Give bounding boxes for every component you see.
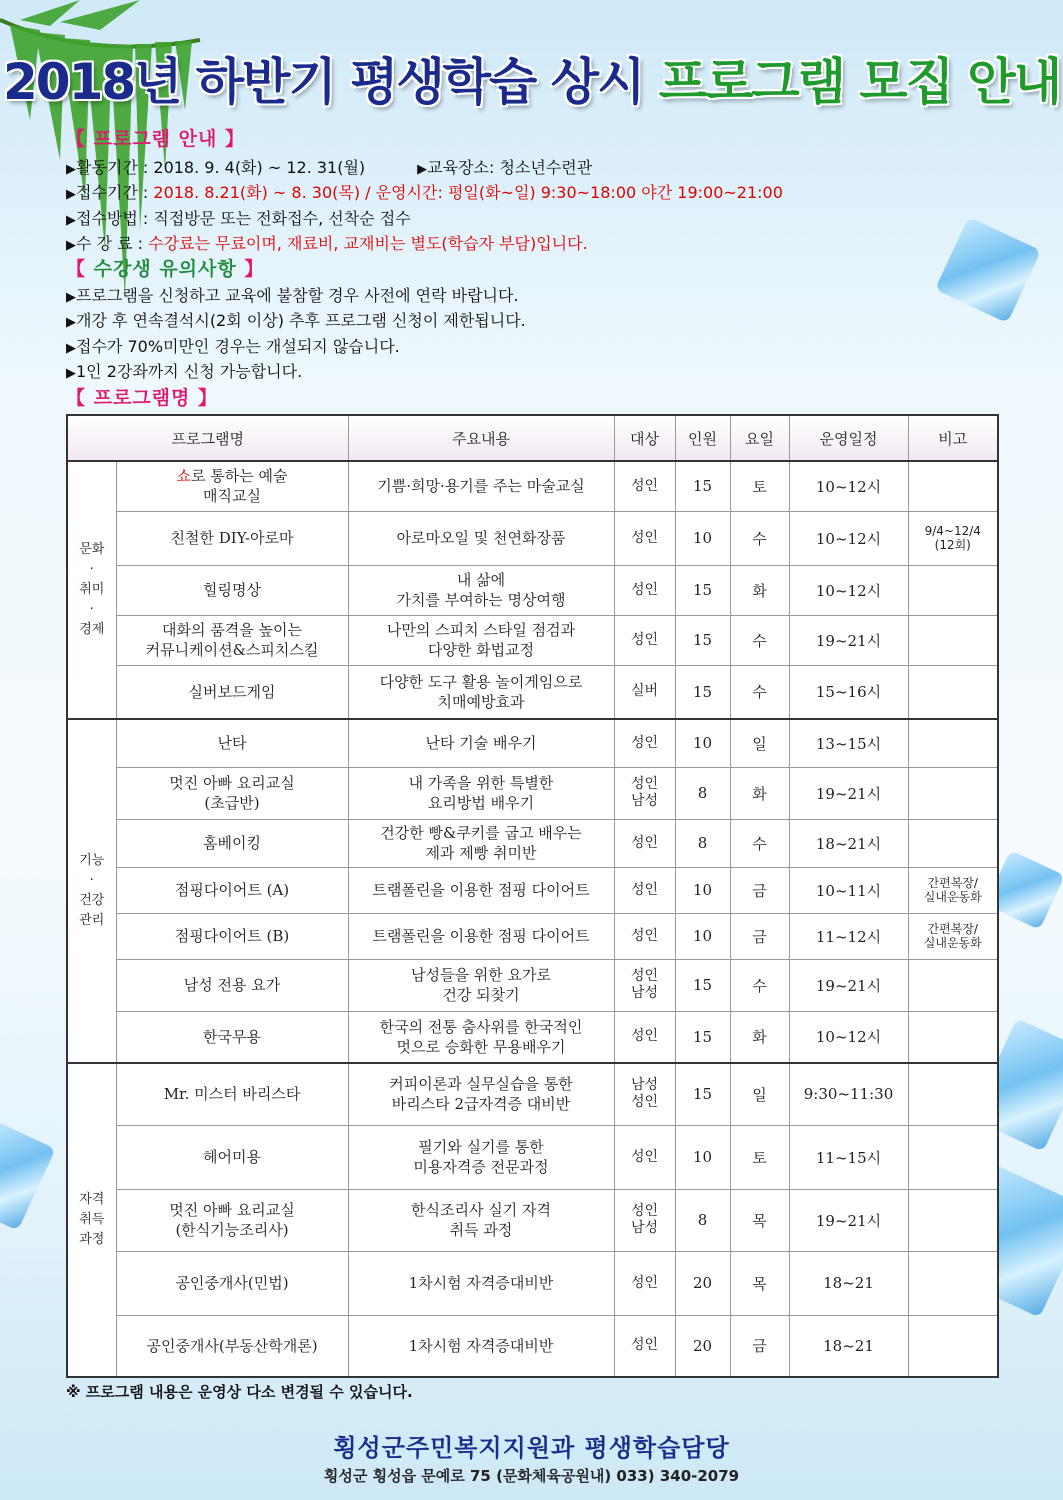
column-header: 비고 — [908, 415, 998, 461]
remarks-cell — [908, 959, 998, 1011]
program-name-cell — [116, 913, 348, 959]
schedule-cell: 15~16시 — [789, 665, 908, 719]
weekday-cell: 수 — [730, 615, 789, 665]
program-name: 로 통하는 예술 매직교실 — [191, 467, 288, 506]
remarks-cell — [908, 665, 998, 719]
headcount-cell: 8 — [675, 1189, 730, 1251]
info-row-fee: ▶수 강 료 : 수강료는 무료이며, 재료비, 교재비는 별도(학습자 부담)입니다. — [66, 233, 588, 253]
target-cell: 성인 — [614, 1125, 675, 1189]
table-row — [67, 1251, 998, 1315]
column-header: 주요내용 — [348, 415, 614, 461]
remarks-cell — [908, 1189, 998, 1251]
program-content-cell: 트램폴린을 이용한 점핑 다이어트 — [348, 913, 614, 959]
headcount-cell: 15 — [675, 1011, 730, 1063]
program-name-cell — [116, 1125, 348, 1189]
weekday-cell: 금 — [730, 867, 789, 913]
schedule-cell: 18~21시 — [789, 819, 908, 867]
table-row — [67, 819, 998, 867]
column-header: 프로그램명 — [67, 415, 348, 461]
program-name: 공인중개사(부동산학개론) — [146, 1336, 318, 1355]
weekday-cell: 토 — [730, 461, 789, 511]
schedule-cell: 18~21 — [789, 1315, 908, 1377]
triangle-right-icon: ▶ — [66, 365, 76, 381]
schedule-cell: 10~11시 — [789, 867, 908, 913]
table-row — [67, 665, 998, 719]
triangle-right-icon: ▶ — [66, 315, 76, 331]
triangle-right-icon: ▶ — [66, 187, 76, 203]
weekday-cell: 토 — [730, 1125, 789, 1189]
headcount-cell: 15 — [675, 1063, 730, 1125]
notice-item: ▶1인 2강좌까지 신청 가능합니다. — [66, 361, 303, 381]
remarks-cell — [908, 461, 998, 511]
remarks-cell — [908, 615, 998, 665]
remarks-cell — [908, 1251, 998, 1315]
headcount-cell: 15 — [675, 461, 730, 511]
section-heading-programs: 【 프로그램명 】 — [66, 387, 219, 409]
target-cell: 성인 — [614, 461, 675, 511]
program-content-cell: 1차시험 자격증대비반 — [348, 1315, 614, 1377]
remarks-cell — [908, 565, 998, 615]
headcount-cell: 20 — [675, 1251, 730, 1315]
column-header: 요일 — [730, 415, 789, 461]
headcount-cell: 10 — [675, 719, 730, 767]
program-name-cell — [116, 665, 348, 719]
target-cell: 성인 남성 — [614, 767, 675, 819]
program-name: 남성 전용 요가 — [183, 976, 281, 994]
table-row — [67, 1011, 998, 1063]
headcount-cell: 8 — [675, 767, 730, 819]
remarks-cell — [908, 719, 998, 767]
remarks-cell — [908, 1063, 998, 1125]
remarks-cell — [908, 819, 998, 867]
triangle-right-icon: ▶ — [66, 290, 76, 305]
headcount-cell: 10 — [675, 867, 730, 913]
table-row — [67, 1189, 998, 1251]
program-table — [66, 414, 999, 1378]
remarks-cell: 간편복장/ 실내운동화 — [908, 913, 998, 959]
program-content-cell: 내 삶에 가치를 부여하는 명상여행 — [348, 565, 614, 615]
headcount-cell: 10 — [675, 1125, 730, 1189]
program-name: Mr. 미스터 바리스타 — [163, 1085, 301, 1104]
category-cell: 자격 취득 과정 — [67, 1063, 116, 1377]
ice-cube-decoration — [0, 1119, 56, 1230]
schedule-cell: 9:30~11:30 — [789, 1063, 908, 1125]
program-content-cell: 트램폴린을 이용한 점핑 다이어트 — [348, 867, 614, 913]
schedule-cell: 10~12시 — [789, 565, 908, 615]
schedule-cell: 18~21 — [789, 1251, 908, 1315]
weekday-cell: 화 — [730, 767, 789, 819]
weekday-cell: 금 — [730, 913, 789, 959]
weekday-cell: 화 — [730, 565, 789, 615]
headcount-cell: 8 — [675, 819, 730, 867]
remarks-cell — [908, 767, 998, 819]
program-name: 실버보드게임 — [188, 682, 276, 701]
schedule-cell: 10~12시 — [789, 1011, 908, 1063]
schedule-cell: 19~21시 — [789, 615, 908, 665]
program-name-cell — [116, 819, 348, 867]
program-content-cell: 기쁨·희망·용기를 주는 마술교실 — [348, 461, 614, 511]
category-cell: 문화 · 취미 · 경제 — [67, 461, 116, 719]
program-name-cell — [116, 1189, 348, 1251]
schedule-cell: 10~12시 — [789, 461, 908, 511]
target-cell: 성인 — [614, 1251, 675, 1315]
program-name-cell — [116, 867, 348, 913]
triangle-right-icon: ▶ — [66, 212, 76, 228]
column-header: 운영일정 — [789, 415, 908, 461]
headcount-cell: 15 — [675, 615, 730, 665]
program-name: 멋진 아빠 요리교실 (초급반) — [169, 774, 295, 812]
organization-name: 횡성군주민복지지원과 평생학습담당 — [333, 1434, 730, 1462]
program-name: 난타 — [217, 734, 247, 753]
program-name: 헤어미용 — [203, 1148, 261, 1166]
page-title — [0, 42, 1063, 114]
program-name: 공인중개사(민법) — [175, 1274, 289, 1292]
program-content-cell: 다양한 도구 활용 놀이게임으로 치매예방효과 — [348, 665, 614, 719]
headcount-cell: 15 — [675, 665, 730, 719]
section-heading-program-info: 【 프로그램 안내 】 — [66, 128, 245, 150]
target-cell: 성인 — [614, 1315, 675, 1377]
remarks-cell — [908, 1125, 998, 1189]
info-row-period: ▶활동기간 : 2018. 9. 4(화) ~ 12. 31(월) ▶교육장소: 청소년수련관 — [66, 158, 593, 177]
weekday-cell: 수 — [730, 511, 789, 565]
program-content-cell: 나만의 스피치 스타일 점검과 다양한 화법교정 — [348, 615, 614, 665]
program-name: 점핑다이어트 (B) — [174, 927, 290, 945]
table-row — [67, 767, 998, 819]
table-header-row — [67, 415, 998, 461]
program-name: 멋진 아빠 요리교실 (한식기능조리사) — [169, 1201, 295, 1239]
remarks-cell: 9/4~12/4 (12회) — [908, 511, 998, 565]
weekday-cell: 목 — [730, 1189, 789, 1251]
table-row — [67, 461, 998, 511]
schedule-cell: 13~15시 — [789, 719, 908, 767]
program-name: 대화의 품격을 높이는 커뮤니케이션&스피치스킬 — [145, 621, 319, 659]
title-part2: 프로그램 모집 안내 — [658, 53, 1060, 111]
program-name-cell — [116, 959, 348, 1011]
schedule-cell: 19~21시 — [789, 767, 908, 819]
footnote: ※ 프로그램 내용은 운영상 다소 변경될 수 있습니다. — [66, 1383, 413, 1401]
table-row — [67, 1315, 998, 1377]
program-content-cell: 아로마오일 및 천연화장품 — [348, 511, 614, 565]
info-row-registration: ▶접수기간 : 2018. 8.21(화) ~ 8. 30(목) / 운영시간: 평일(화~일) 9:30~18:00 야간 19:00~21:00 — [66, 183, 783, 203]
weekday-cell: 수 — [730, 819, 789, 867]
table-row — [67, 1125, 998, 1189]
program-name-prefix: 쇼 — [176, 467, 192, 486]
headcount-cell: 10 — [675, 511, 730, 565]
table-row — [67, 959, 998, 1011]
program-name-cell — [116, 767, 348, 819]
schedule-cell: 19~21시 — [789, 1189, 908, 1251]
program-name-cell — [116, 511, 348, 565]
table-row — [67, 615, 998, 665]
column-header: 인원 — [675, 415, 730, 461]
program-content-cell: 건강한 빵&쿠키를 굽고 배우는 제과 제빵 취미반 — [348, 819, 614, 867]
table-row — [67, 565, 998, 615]
program-name: 힐링명상 — [203, 581, 261, 599]
weekday-cell: 수 — [730, 959, 789, 1011]
target-cell: 성인 — [614, 913, 675, 959]
weekday-cell: 금 — [730, 1315, 789, 1377]
target-cell: 성인 남성 — [614, 1189, 675, 1251]
program-info-list — [66, 156, 783, 257]
column-header: 대상 — [614, 415, 675, 461]
notice-item: ▶프로그램을 신청하고 교육에 불참할 경우 사전에 연락 바랍니다. — [66, 286, 519, 305]
table-row — [67, 719, 998, 767]
program-name-cell — [116, 719, 348, 767]
target-cell: 성인 — [614, 511, 675, 565]
headcount-cell: 20 — [675, 1315, 730, 1377]
target-cell: 성인 — [614, 615, 675, 665]
program-name: 한국무용 — [203, 1027, 261, 1046]
ice-cube-decoration — [935, 217, 1041, 323]
headcount-cell: 15 — [675, 959, 730, 1011]
section-heading-notices: 【 수강생 유의사항 】 — [66, 258, 265, 280]
remarks-cell: 간편복장/ 실내운동화 — [908, 867, 998, 913]
weekday-cell: 목 — [730, 1251, 789, 1315]
schedule-cell: 11~15시 — [789, 1125, 908, 1189]
program-name: 친철한 DIY-아로마 — [170, 529, 294, 547]
weekday-cell: 일 — [730, 719, 789, 767]
triangle-right-icon: ▶ — [417, 162, 428, 177]
target-cell: 성인 — [614, 565, 675, 615]
program-name-cell — [116, 1251, 348, 1315]
triangle-right-icon: ▶ — [66, 162, 76, 177]
schedule-cell: 10~12시 — [789, 511, 908, 565]
target-cell: 남성 성인 — [614, 1063, 675, 1125]
info-row-method: ▶접수방법 : 직접방문 또는 전화접수, 선착순 접수 — [66, 208, 411, 228]
notice-item: ▶개강 후 연속결석시(2회 이상) 추후 프로그램 신청이 제한됩니다. — [66, 311, 526, 331]
category-cell: 기능 · 건강 관리 — [67, 719, 116, 1063]
program-content-cell: 커피이론과 실무실습을 통한 바리스타 2급자격증 대비반 — [348, 1063, 614, 1125]
weekday-cell: 일 — [730, 1063, 789, 1125]
program-content-cell: 필기와 실기를 통한 미용자격증 전문과정 — [348, 1125, 614, 1189]
table-row — [67, 1063, 998, 1125]
remarks-cell — [908, 1315, 998, 1377]
triangle-right-icon: ▶ — [66, 340, 76, 356]
target-cell: 성인 남성 — [614, 959, 675, 1011]
table-row — [67, 867, 998, 913]
target-cell: 실버 — [614, 665, 675, 719]
target-cell: 성인 — [614, 1011, 675, 1063]
schedule-cell: 11~12시 — [789, 913, 908, 959]
program-content-cell: 내 가족을 위한 특별한 요리방법 배우기 — [348, 767, 614, 819]
table-row — [67, 913, 998, 959]
program-content-cell: 난타 기술 배우기 — [348, 719, 614, 767]
notice-item: ▶접수가 70%미만인 경우는 개설되지 않습니다. — [66, 336, 400, 356]
program-name: 점핑다이어트 (A) — [174, 881, 290, 899]
table-row — [67, 511, 998, 565]
remarks-cell — [908, 1011, 998, 1063]
weekday-cell: 화 — [730, 1011, 789, 1063]
program-name-cell — [116, 461, 348, 511]
headcount-cell: 15 — [675, 565, 730, 615]
program-name: 홈베이킹 — [203, 834, 261, 852]
program-content-cell: 남성들을 위한 요가로 건강 되찾기 — [348, 959, 614, 1011]
target-cell: 성인 — [614, 867, 675, 913]
schedule-cell: 19~21시 — [789, 959, 908, 1011]
triangle-right-icon: ▶ — [66, 237, 76, 253]
organization-address: 횡성군 횡성읍 문예로 75 (문화체육공원내) 033) 340-2079 — [323, 1467, 740, 1485]
title-part1: 2018년 하반기 평생학습 상시 — [2, 53, 659, 111]
target-cell: 성인 — [614, 719, 675, 767]
program-content-cell: 한국의 전통 춤사위를 한국적인 멋으로 승화한 무용배우기 — [348, 1011, 614, 1063]
program-name-cell — [116, 1315, 348, 1377]
program-name-cell — [116, 1063, 348, 1125]
weekday-cell: 수 — [730, 665, 789, 719]
notice-list — [66, 284, 526, 385]
target-cell: 성인 — [614, 819, 675, 867]
program-content-cell: 1차시험 자격증대비반 — [348, 1251, 614, 1315]
program-name-cell — [116, 565, 348, 615]
headcount-cell: 10 — [675, 913, 730, 959]
program-name-cell — [116, 615, 348, 665]
program-name-cell — [116, 1011, 348, 1063]
program-content-cell: 한식조리사 실기 자격 취득 과정 — [348, 1189, 614, 1251]
